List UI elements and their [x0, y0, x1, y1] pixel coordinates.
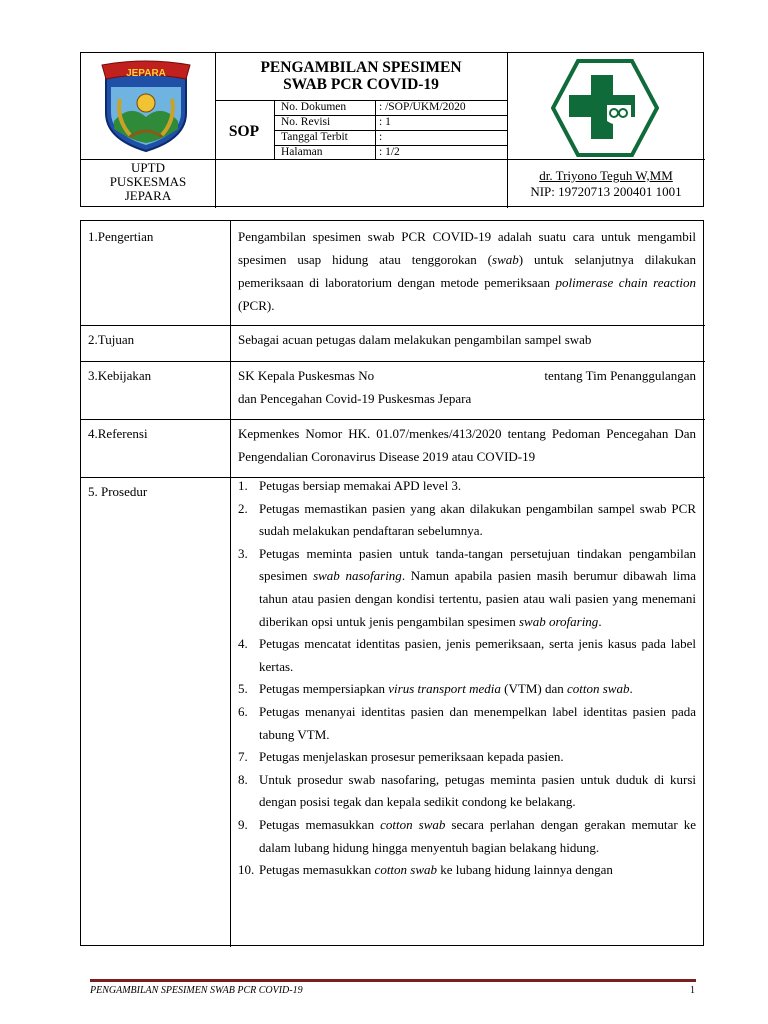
document-header	[80, 52, 704, 207]
step-text-italic: cotton swab	[567, 681, 630, 697]
doc-info-value: :	[379, 131, 383, 143]
doc-info-label: No. Dokumen	[281, 101, 347, 113]
step-number: 8.	[238, 771, 248, 787]
section-text-kebijakan	[238, 364, 696, 410]
procedure-step	[238, 769, 696, 814]
sop-content-table	[80, 220, 704, 946]
step-number: 2.	[238, 500, 248, 516]
org-line: UPTD	[131, 160, 165, 175]
kebijakan-line-2: dan Pencegahan Covid-19 Puskesmas Jepara	[238, 391, 472, 406]
footer-rule	[90, 979, 696, 982]
step-number: 1.	[238, 478, 248, 493]
organization-name	[81, 161, 215, 203]
step-text: Petugas mempersiapkan	[259, 681, 389, 697]
doc-info-value: : /SOP/UKM/2020	[379, 101, 466, 113]
section-label-prosedur: 5. Prosedur	[88, 484, 148, 499]
procedure-steps	[238, 475, 696, 882]
doc-info-label: Tanggal Terbit	[281, 131, 348, 143]
procedure-step	[238, 678, 696, 701]
procedure-step	[238, 475, 696, 498]
step-number: 4.	[238, 636, 248, 652]
section-label-pengertian: 1.Pengertian	[88, 229, 154, 244]
step-text: (VTM) dan	[500, 681, 567, 697]
step-text: Petugas meminta pasien untuk tanda-tangan persetujuan tindakan pengambilan spesimen	[259, 545, 696, 584]
signer-name: dr. Triyono Teguh W,MM	[539, 168, 673, 183]
step-text: Petugas menanyai identitas pasien dan menempelkan label identitas pasien pada tabung VTM.	[259, 703, 696, 742]
step-number: 9.	[238, 816, 248, 832]
step-text: ke lubang hidung lainnya dengan	[437, 862, 613, 878]
puskesmas-logo	[551, 59, 659, 157]
text-run: ) untuk selanjutnya dilakukan pemeriksaan di laboratorium dengan metode pemeriksaan	[238, 252, 696, 290]
step-text: secara perlahan dengan gerakan memutar ke dalam lubang hidung hingga menyentuh bagian belakang hidung.	[259, 816, 696, 855]
step-text: Petugas memastikan pasien yang akan dilakukan pengambilan sampel swab PCR sudah melakukan pendaftaran sebelumnya.	[259, 500, 696, 539]
step-text-italic: cotton swab	[380, 816, 446, 832]
title-line-1: PENGAMBILAN SPESIMEN	[260, 59, 462, 76]
section-text-tujuan: Sebagai acuan petugas dalam melakukan pengambilan sampel swab	[238, 332, 592, 347]
sop-title	[215, 59, 507, 93]
step-number: 6.	[238, 703, 248, 719]
procedure-step	[238, 746, 696, 769]
crest-banner-text: JEPARA	[126, 68, 166, 79]
section-text-pengertian	[238, 225, 696, 317]
text-italic: swab	[492, 252, 519, 267]
procedure-step	[238, 701, 696, 746]
kebijakan-tentang: tentang Tim Penanggulangan	[544, 368, 696, 383]
step-text-italic: virus transport media	[388, 681, 501, 697]
procedure-step	[238, 543, 696, 633]
step-number: 10.	[238, 862, 255, 878]
step-text: .	[598, 613, 602, 629]
page-number: 1	[690, 985, 695, 996]
text-run: (PCR).	[238, 298, 275, 313]
doc-info-value: : 1/2	[379, 146, 400, 158]
procedure-step	[238, 498, 696, 543]
text-italic: polimerase chain reaction	[555, 275, 696, 290]
signer-block	[507, 168, 705, 200]
jepara-crest-logo	[100, 59, 192, 153]
procedure-step	[238, 859, 696, 882]
doc-info-label: Halaman	[281, 146, 323, 158]
step-number: 3.	[238, 545, 248, 561]
step-text: . Namun apabila pasien masih berumur dibawah lima tahun atau pasien dengan kondisi tertentu, pasien atau wali pasien yang menemani diberikan opsi untuk jenis pengambilan spesimen	[259, 568, 696, 629]
step-text: .	[629, 681, 633, 697]
doc-info-value: : 1	[379, 116, 391, 128]
step-text: Petugas memasukkan	[259, 862, 375, 878]
title-line-2: SWAB PCR COVID-19	[283, 76, 439, 93]
step-text: Untuk prosedur swab nasofaring, petugas meminta pasien untuk duduk di kursi dengan posisi tegak dan kepala sedikit condong ke belakang.	[259, 771, 696, 810]
kebijakan-sk: SK Kepala Puskesmas No	[238, 368, 375, 383]
step-text-italic: swab nasofaring	[313, 568, 402, 584]
step-number: 7.	[238, 749, 248, 765]
doc-info-label: No. Revisi	[281, 116, 331, 128]
text-run: Pengambilan spesimen swab PCR COVID-19 adalah suatu cara untuk mengambil spesimen usap hidung atau tenggorokan (	[238, 229, 696, 267]
step-text: Petugas memasukkan	[259, 816, 381, 832]
step-text-italic: swab orofaring	[518, 613, 599, 629]
step-text: Petugas bersiap memakai APD level 3.	[259, 478, 462, 493]
step-number: 5.	[238, 681, 248, 697]
signer-nip: NIP: 19720713 200401 1001	[530, 184, 682, 199]
section-label-tujuan: 2.Tujuan	[88, 332, 135, 347]
org-line: PUSKESMAS	[109, 174, 187, 189]
sop-label: SOP	[228, 123, 260, 140]
footer-title: PENGAMBILAN SPESIMEN SWAB PCR COVID-19	[90, 985, 303, 996]
step-text-italic: cotton swab	[374, 862, 438, 878]
step-text: Petugas mencatat identitas pasien, jenis pemeriksaan, serta jenis kasus pada label kertas.	[259, 636, 696, 674]
section-text-referensi: Kepmenkes Nomor HK. 01.07/menkes/413/2020 tentang Pedoman Pencegahan Dan Pengendalian Coronavirus Disease 2019 atau COVID-19	[238, 426, 696, 464]
procedure-step	[238, 633, 696, 678]
procedure-step	[238, 814, 696, 859]
org-line: JEPARA	[124, 188, 172, 203]
section-label-kebijakan: 3.Kebijakan	[88, 368, 152, 383]
section-label-referensi: 4.Referensi	[88, 426, 148, 441]
step-text: Petugas menjelaskan prosesur pemeriksaan kepada pasien.	[259, 749, 564, 765]
